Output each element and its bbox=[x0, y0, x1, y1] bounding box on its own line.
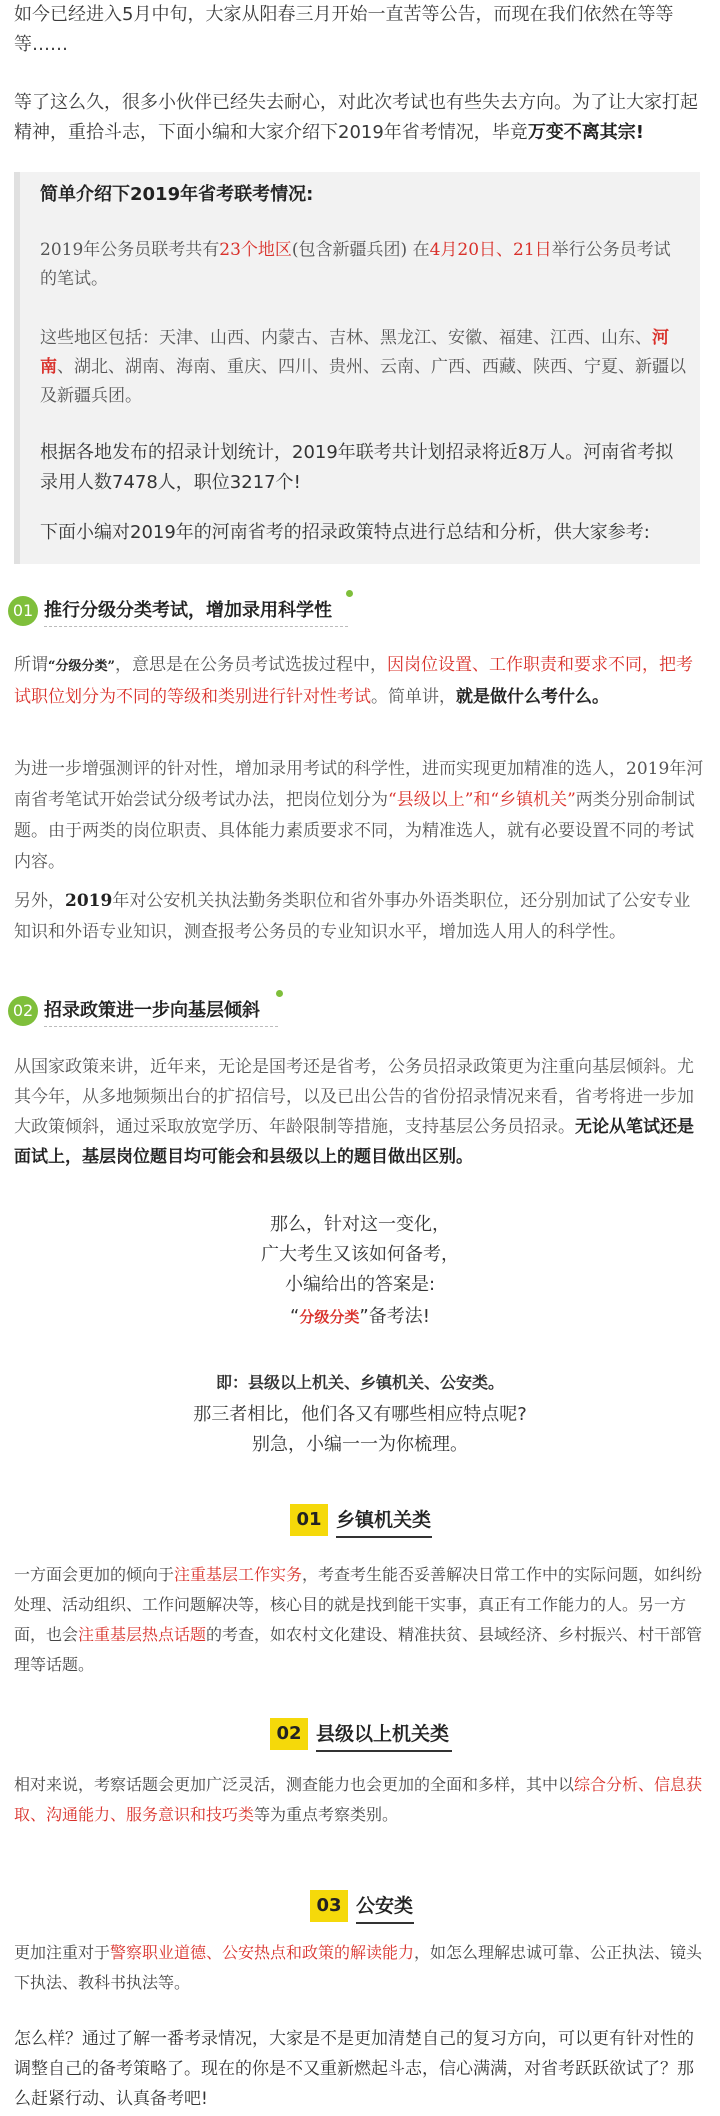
s1-p1-text-2: ，意思是在公务员考试选拔过程中， bbox=[114, 655, 387, 675]
summary-p2-highlight-henan: 河南 bbox=[40, 328, 669, 377]
summary-p2-text: 这些地区包括：天津、山西、内蒙古、吉林、黑龙江、安徽、福建、江西、山东、 bbox=[40, 328, 652, 348]
center-quote-open: “ bbox=[290, 1306, 300, 1327]
section-1-dot bbox=[346, 590, 353, 597]
c1-text: 一方面会更加的倾向于 bbox=[14, 1565, 175, 1584]
s1-p2-highlight: “县级以上”和“乡镇机关” bbox=[388, 790, 576, 810]
summary-title: 简单介绍下2019年省考联考情况: bbox=[40, 184, 314, 205]
c3-highlight: 警察职业道德、公安热点和政策的解读能力 bbox=[110, 1943, 415, 1962]
c2-highlight: 综合分析、信息获取、沟通能力、服务意识和技巧类 bbox=[14, 1775, 703, 1824]
s1-p3-text-2: 年对公安机关执法勤务类职位和省外事办外语类职位，还分别加试了公安专业知识和外语专业知识，测查报考公务员的专业知识水平，增加选人用人的科学性。 bbox=[14, 891, 691, 942]
s1-p1-highlight: 因岗位设置、工作职责和要求不同，把考试职位划分为不同的等级和类别进行针对性考试 bbox=[14, 655, 693, 707]
summary-p2-text-2: 、湖北、湖南、海南、重庆、四川、贵州、云南、广西、西藏、陕西、宁夏、新疆以及新疆兵团。 bbox=[40, 357, 686, 406]
category-1-number: 01 bbox=[290, 1504, 328, 1536]
center-line-6: 那三者相比，他们各又有哪些相应特点呢? bbox=[193, 1404, 527, 1425]
section-2-title: 招录政策进一步向基层倾斜 bbox=[44, 1000, 260, 1021]
c1-text-2: ，考查考生能否妥善解决日常工作中的实际问题，如纠纷处理、活动组织、工作问题解决等，核心目的就是找到能干实事，真正有工作能力的人。另一方面，也会 bbox=[14, 1565, 703, 1644]
s2-p1-emphasis: 无论从笔试还是面试上，基层岗位题目均可能会和县级以上的题目做出区别。 bbox=[14, 1117, 694, 1167]
s1-p2-text: 为进一步增强测评的针对性，增加录用考试的科学性，进而实现更加精准的选人，2019年河南省考笔试开始尝试分级考试办法，把岗位划分为 bbox=[14, 759, 704, 810]
c2-text-2: 等为重点考察类别。 bbox=[254, 1805, 399, 1824]
category-3-header bbox=[310, 1890, 430, 1924]
summary-p1-highlight-dates: 4月20日、21日 bbox=[429, 240, 552, 260]
section-1-title: 推行分级分类考试，增加录用科学性 bbox=[44, 600, 332, 621]
section-1-header bbox=[8, 596, 368, 628]
category-1-title: 乡镇机关类 bbox=[336, 1509, 432, 1531]
category-1-underline bbox=[336, 1536, 432, 1538]
category-3-underline bbox=[356, 1922, 414, 1924]
summary-paragraph-2 bbox=[40, 324, 686, 411]
section-2-underline bbox=[44, 1026, 278, 1027]
c3-text-2: ，如怎么理解忠诚可靠、公正执法、镜头下执法、教科书执法等。 bbox=[14, 1943, 703, 1992]
c1-highlight-2: 注重基层热点话题 bbox=[78, 1625, 207, 1644]
summary-p1-text-2: (包含新疆兵团) 在 bbox=[291, 240, 430, 260]
s1-p1-text: 所谓 bbox=[14, 655, 48, 675]
section-2-header bbox=[8, 996, 298, 1028]
intro-paragraph-2 bbox=[14, 88, 706, 148]
intro-paragraph-1 bbox=[14, 0, 706, 60]
intro-text-1: 如今已经进入5月中旬，大家从阳春三月开始一直苦等公告，而现在我们依然在等等等…… bbox=[14, 4, 674, 55]
center-line-5: 即：县级以上机关、乡镇机关、公安类。 bbox=[215, 1373, 504, 1392]
summary-p1-text-3: 举行公务员考试的笔试。 bbox=[40, 240, 671, 289]
category-2-underline bbox=[316, 1750, 452, 1752]
center-line-7: 别急，小编一一为你梳理。 bbox=[252, 1434, 468, 1455]
c3-text: 更加注重对于 bbox=[14, 1943, 111, 1962]
category-2-title: 县级以上机关类 bbox=[316, 1723, 450, 1745]
summary-paragraph-3: 根据各地发布的招录计划统计，2019年联考共计划招录将近8万人。河南省考拟录用人数7478人，职位3217个! bbox=[40, 442, 674, 493]
section-1-paragraph-3 bbox=[14, 886, 706, 948]
section-1-paragraph-1 bbox=[14, 650, 706, 713]
s1-p3-year: 2019 bbox=[65, 891, 113, 911]
s1-p3-text: 另外， bbox=[14, 891, 65, 911]
center-line-2: 广大考生又该如何备考， bbox=[261, 1244, 459, 1265]
section-1-underline bbox=[44, 626, 348, 627]
category-3-title: 公安类 bbox=[356, 1895, 414, 1917]
center-quote-close: ”备考法! bbox=[359, 1306, 430, 1327]
s2-p1-text: 从国家政策来讲，近年来，无论是国考还是省考，公务员招录政策更为注重向基层倾斜。尤其今年，从多地频频出台的扩招信号，以及已出公告的省份招录情况来看，省考将进一步加大政策倾斜，通过采取放宽学历、年龄限制等措施，支持基层公务员招录。 bbox=[14, 1057, 694, 1137]
s1-p1-text-3: 。简单讲， bbox=[371, 687, 456, 707]
center-line-3: 小编给出的答案是: bbox=[284, 1274, 436, 1295]
summary-p1-text: 2019年公务员联考共有 bbox=[40, 240, 220, 260]
category-1-header bbox=[290, 1504, 450, 1538]
outro-paragraph: 怎么样？通过了解一番考录情况，大家是不是更加清楚自己的复习方向，可以更有针对性的调整自己的备考策略了。现在的你是不又重新燃起斗志，信心满满，对省考跃跃欲试了？那么赶紧行动、认真备考吧! bbox=[14, 2029, 694, 2109]
c2-text: 相对来说，考察话题会更加广泛灵活，测查能力也会更加的全面和多样，其中以 bbox=[14, 1775, 575, 1794]
c1-highlight-1: 注重基层工作实务 bbox=[174, 1565, 303, 1584]
center-highlight: 分级分类 bbox=[299, 1308, 360, 1326]
section-2-paragraph-1 bbox=[14, 1052, 706, 1172]
section-1-number: 01 bbox=[8, 596, 38, 626]
category-3-number: 03 bbox=[310, 1890, 348, 1922]
summary-paragraph-4: 下面小编对2019年的河南省考的招录政策特点进行总结和分析，供大家参考: bbox=[40, 522, 650, 543]
category-2-paragraph bbox=[14, 1770, 706, 1830]
s1-p2-text-2: 两类分别命制试题。由于两类的岗位职责、具体能力素质要求不同，为精准选人，就有必要设置不同的考试内容。 bbox=[14, 790, 695, 872]
category-2-number: 02 bbox=[270, 1718, 308, 1750]
category-3-paragraph bbox=[14, 1938, 706, 1998]
intro-emphasis: 万变不离其宗! bbox=[527, 122, 645, 143]
center-line-4 bbox=[0, 1302, 720, 1332]
s1-p1-emphasis: 就是做什么考什么。 bbox=[456, 687, 609, 707]
section-2-number: 02 bbox=[8, 996, 38, 1026]
section-1-paragraph-2 bbox=[14, 754, 706, 878]
center-line-1: 那么，针对这一变化， bbox=[270, 1214, 450, 1235]
category-2-header bbox=[270, 1718, 470, 1752]
section-2-dot bbox=[276, 990, 283, 997]
intro-text-2: 等了这么久，很多小伙伴已经失去耐心，对此次考试也有些失去方向。为了让大家打起精神，重拾斗志，下面小编和大家介绍下2019年省考情况，毕竟 bbox=[14, 92, 698, 143]
category-1-paragraph bbox=[14, 1560, 706, 1680]
c1-text-3: 的考查，如农村文化建设、精准扶贫、县域经济、乡村振兴、村干部管理等话题。 bbox=[14, 1625, 703, 1674]
summary-box bbox=[14, 172, 700, 564]
s1-p1-term: “分级分类” bbox=[48, 659, 115, 674]
summary-paragraph-1 bbox=[40, 236, 686, 294]
summary-p1-highlight-regions: 23个地区 bbox=[219, 240, 292, 260]
